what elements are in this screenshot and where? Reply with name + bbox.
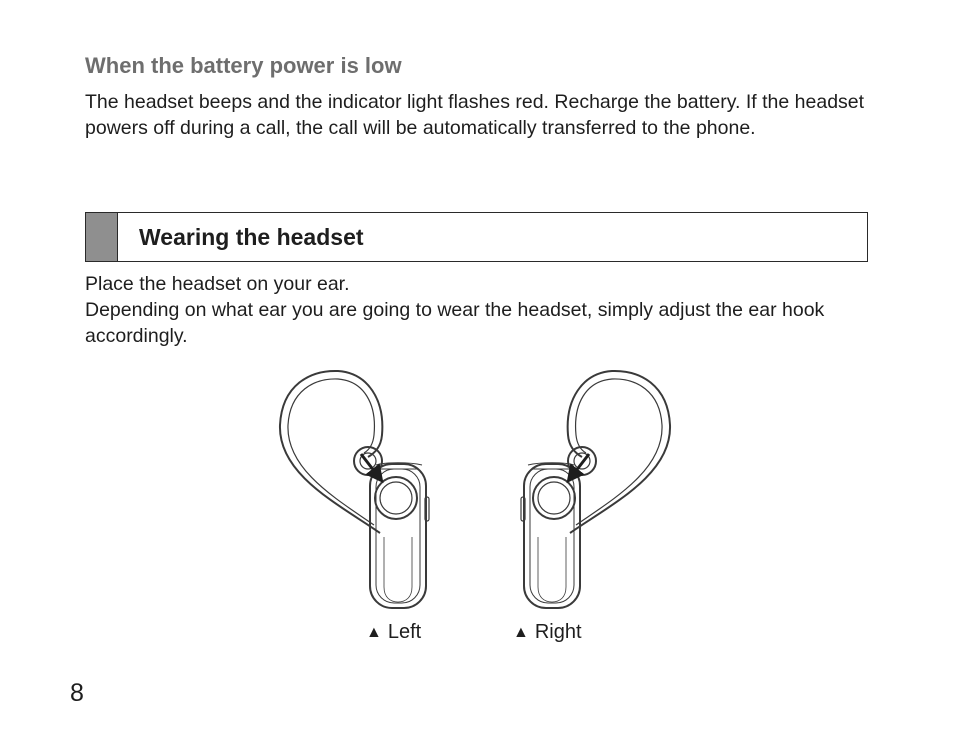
- right-headset: [521, 371, 670, 608]
- section-tab-marker: [86, 213, 118, 261]
- left-headset-button: [375, 477, 417, 519]
- battery-low-paragraph: [85, 89, 875, 141]
- triangle-icon: ▲: [366, 624, 382, 641]
- wearing-line-2: Depending on what ear you are going to wear the headset, simply adjust the ear hook accordingly.: [85, 299, 825, 347]
- section-header-wearing: [85, 212, 868, 262]
- battery-low-text: The headset beeps and the indicator light flashes red. Recharge the battery. If the headset powers off during a call, the call will be automatically transferred to the phone.: [85, 91, 865, 139]
- right-headset-button: [533, 477, 575, 519]
- page-number: 8: [70, 679, 84, 707]
- section-title: Wearing the headset: [139, 224, 364, 250]
- left-headset: [280, 371, 429, 608]
- caption-right: [513, 621, 582, 644]
- wearing-line-1: Place the headset on your ear.: [85, 273, 350, 295]
- triangle-icon: ▲: [513, 624, 529, 641]
- wearing-instructions: [85, 271, 875, 349]
- caption-left: [366, 621, 421, 644]
- caption-left-label: Left: [387, 621, 422, 643]
- headset-illustration: [270, 365, 680, 620]
- caption-right-label: Right: [534, 621, 582, 643]
- battery-low-heading: When the battery power is low: [85, 53, 402, 78]
